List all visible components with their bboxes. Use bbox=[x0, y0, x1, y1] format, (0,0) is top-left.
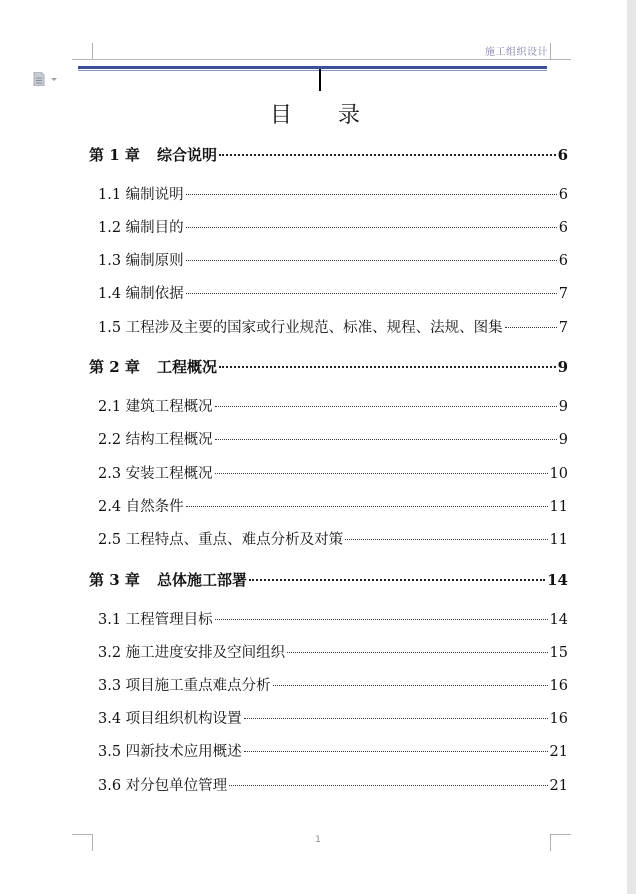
page-number: 16 bbox=[549, 711, 568, 727]
toc-section-2-3[interactable] bbox=[98, 462, 568, 483]
section-title: 2.1 建筑工程概况 bbox=[98, 399, 213, 415]
page-number: 7 bbox=[558, 286, 568, 302]
leader-dots bbox=[273, 671, 548, 687]
toc-chapter-3[interactable] bbox=[89, 568, 568, 590]
toc-title-part1: 目 bbox=[269, 103, 298, 128]
toc-title-part2: 录 bbox=[338, 103, 367, 128]
page-number: 6 bbox=[558, 253, 568, 269]
leader-dots bbox=[215, 459, 548, 475]
chapter-number: 第 3 章 bbox=[89, 571, 140, 589]
header-bar-thin bbox=[78, 70, 547, 71]
leader-dots bbox=[215, 425, 557, 441]
chevron-down-icon bbox=[51, 78, 57, 81]
toc-section-1-2[interactable] bbox=[98, 216, 568, 237]
toc-title bbox=[0, 98, 636, 129]
section-title: 2.3 安装工程概况 bbox=[98, 466, 213, 482]
header-rule bbox=[88, 59, 550, 60]
leader-dots bbox=[229, 771, 547, 787]
leader-dots bbox=[215, 392, 557, 408]
section-title: 3.1 工程管理目标 bbox=[98, 612, 213, 628]
toc-section-2-5[interactable] bbox=[98, 528, 568, 549]
section-title: 1.2 编制目的 bbox=[98, 220, 184, 236]
toc-section-3-2[interactable] bbox=[98, 641, 568, 662]
toc-section-1-1[interactable] bbox=[98, 183, 568, 204]
toc-section-3-3[interactable] bbox=[98, 674, 568, 695]
page-number: 9 bbox=[558, 399, 568, 415]
section-title: 2.2 结构工程概况 bbox=[98, 432, 213, 448]
toc-section-3-4[interactable] bbox=[98, 707, 568, 728]
leader-dots bbox=[186, 492, 548, 508]
page-header-text: 施工组织设计 bbox=[485, 47, 548, 58]
page-number: 16 bbox=[549, 678, 568, 694]
chapter-title: 工程概况 bbox=[157, 358, 218, 376]
leader-dots bbox=[219, 139, 556, 156]
page-number: 10 bbox=[549, 466, 568, 482]
page-number: 9 bbox=[557, 358, 568, 376]
header-bar bbox=[78, 66, 547, 69]
document-icon bbox=[33, 72, 59, 86]
toc-section-2-2[interactable] bbox=[98, 428, 568, 449]
chapter-number: 第 1 章 bbox=[89, 146, 140, 164]
page-number: 6 bbox=[557, 146, 568, 164]
margin-corner-top-left bbox=[72, 43, 93, 60]
document-menu-button[interactable] bbox=[33, 71, 59, 85]
page-number: 15 bbox=[549, 645, 568, 661]
leader-dots bbox=[345, 525, 547, 541]
chapter-title: 综合说明 bbox=[157, 146, 218, 164]
toc-section-3-6[interactable] bbox=[98, 774, 568, 795]
page-number: 6 bbox=[558, 187, 568, 203]
section-title: 2.5 工程特点、重点、难点分析及对策 bbox=[98, 532, 344, 548]
leader-dots bbox=[287, 638, 547, 654]
leader-dots bbox=[215, 605, 548, 621]
leader-dots bbox=[186, 246, 557, 262]
leader-dots bbox=[186, 279, 557, 295]
leader-dots bbox=[244, 737, 548, 753]
leader-dots bbox=[186, 213, 557, 229]
page-number: 11 bbox=[549, 499, 568, 515]
leader-dots bbox=[219, 351, 556, 368]
section-title: 1.5 工程涉及主要的国家或行业规范、标准、规程、法规、图集 bbox=[98, 320, 503, 336]
page-number: 21 bbox=[549, 778, 568, 794]
page-number: 14 bbox=[547, 571, 568, 589]
leader-dots bbox=[186, 180, 557, 196]
section-title: 1.4 编制依据 bbox=[98, 286, 184, 302]
section-title: 1.1 编制说明 bbox=[98, 187, 184, 203]
section-title: 1.3 编制原则 bbox=[98, 253, 184, 269]
chapter-title: 总体施工部署 bbox=[157, 571, 248, 589]
chapter-number: 第 2 章 bbox=[89, 358, 140, 376]
footer-page-number: 1 bbox=[315, 835, 321, 845]
toc-chapter-2[interactable] bbox=[89, 355, 568, 377]
leader-dots bbox=[244, 704, 548, 720]
leader-dots bbox=[249, 564, 545, 581]
section-title: 3.2 施工进度安排及空间组织 bbox=[98, 645, 286, 661]
margin-corner-top-right bbox=[550, 43, 571, 60]
toc-section-2-4[interactable] bbox=[98, 495, 568, 516]
section-title: 3.3 项目施工重点难点分析 bbox=[98, 678, 271, 694]
window-edge bbox=[627, 0, 636, 894]
toc-section-1-3[interactable] bbox=[98, 249, 568, 270]
section-title: 3.6 对分包单位管理 bbox=[98, 778, 228, 794]
toc-chapter-1[interactable] bbox=[89, 143, 568, 165]
page-number: 6 bbox=[558, 220, 568, 236]
leader-dots bbox=[505, 313, 557, 329]
toc-section-3-1[interactable] bbox=[98, 608, 568, 629]
page-number: 9 bbox=[558, 432, 568, 448]
page-number: 14 bbox=[549, 612, 568, 628]
section-title: 3.5 四新技术应用概述 bbox=[98, 744, 242, 760]
text-cursor bbox=[319, 69, 321, 91]
page-number: 11 bbox=[549, 532, 568, 548]
toc-section-1-4[interactable] bbox=[98, 282, 568, 303]
toc-section-3-5[interactable] bbox=[98, 740, 568, 761]
page-number: 7 bbox=[558, 320, 568, 336]
toc-section-2-1[interactable] bbox=[98, 395, 568, 416]
toc-section-1-5[interactable] bbox=[98, 316, 568, 337]
section-title: 2.4 自然条件 bbox=[98, 499, 184, 515]
page-number: 21 bbox=[549, 744, 568, 760]
section-title: 3.4 项目组织机构设置 bbox=[98, 711, 242, 727]
